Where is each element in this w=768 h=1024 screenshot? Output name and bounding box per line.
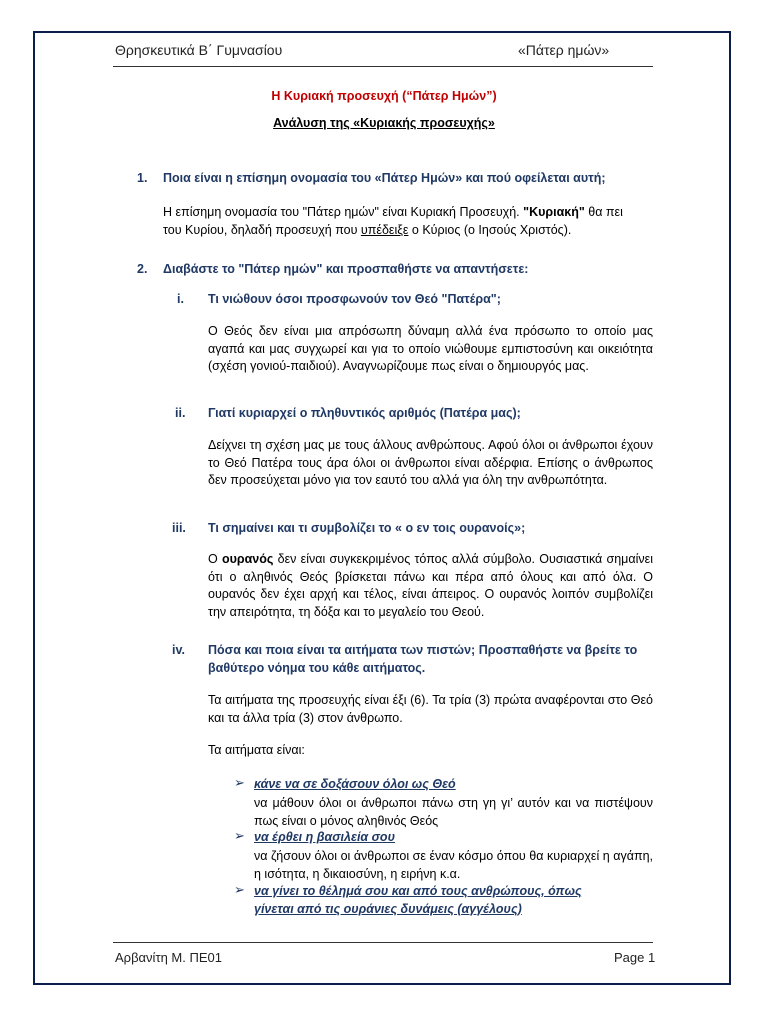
question-1-number: 1.: [137, 171, 148, 185]
subquestion-ii-text: Γιατί κυριαρχεί ο πληθυντικός αριθμός (Πατέρα μας);: [208, 406, 521, 420]
subquestion-iv-answer: Τα αιτήματα της προσευχής είναι έξι (6). Τα τρία (3) πρώτα αναφέρονται στο Θεό και τα άλλα τρία (3) στον άνθρωπο.: [208, 693, 653, 725]
footer-rule: [113, 942, 653, 943]
question-1-text: Ποια είναι η επίσημη ονομασία του «Πάτερ Ημών» και πού οφείλεται αυτή;: [163, 171, 606, 185]
subquestion-iii-number: iii.: [172, 521, 186, 535]
subquestion-iv-text-line1: Πόσα και ποια είναι τα αιτήματα των πιστών; Προσπαθήστε να βρείτε το: [208, 643, 638, 657]
subquestion-iii-text: Τι σημαίνει και τι συμβολίζει το « ο εν τοις ουρανοίς»;: [208, 521, 526, 535]
page-subtitle: Ανάλυση της «Κυριακής προσευχής»: [273, 116, 495, 130]
page-title: Η Κυριακή προσευχή (“Πάτερ Ημών”): [271, 89, 497, 103]
request-2-title: να έρθει η βασιλεία σου: [254, 830, 395, 844]
question-2-number: 2.: [137, 262, 148, 276]
header-topic: «Πάτερ ημών»: [518, 42, 610, 58]
footer-author: Αρβανίτη Μ. ΠΕ01: [115, 950, 222, 965]
question-1-answer: Η επίσημη ονομασία του "Πάτερ ημών" είναι Κυριακή Προσευχή. "Κυριακή" θα πει του Κυρίου, δηλαδή προσευχή που υπέδειξε ο Κύριος (ο Ιησούς Χριστός).: [163, 205, 623, 237]
arrow-bullet-icon: ➢: [234, 882, 245, 897]
subquestion-ii-number: ii.: [175, 406, 186, 420]
subquestion-i-text: Τι νιώθουν όσοι προσφωνούν τον Θεό "Πατέρα";: [208, 292, 501, 306]
subquestion-i-number: i.: [177, 292, 184, 306]
request-1-title: κάνε να σε δοξάσουν όλοι ως Θεό: [254, 777, 456, 791]
header-rule: [113, 66, 653, 67]
footer-page-number: Page 1: [614, 950, 656, 965]
request-1-text: να μάθουν όλοι οι άνθρωποι πάνω στη γη γι’ αυτόν και να πιστέψουν πως είναι ο μόνος αληθινός Θεός: [254, 796, 653, 828]
request-3-title: να γίνει το θέλημά σου και από τους ανθρώπους, όπως γίνεται από τις ουράνιες δυνάμεις (αγγέλους): [254, 884, 582, 916]
subquestion-iv-number: iv.: [172, 643, 185, 657]
requests-intro: Τα αιτήματα είναι:: [208, 743, 305, 757]
subquestion-iv-text-line2: βαθύτερο νόημα του κάθε αιτήματος.: [208, 661, 426, 675]
question-2-text: Διαβάστε το "Πάτερ ημών" και προσπαθήστε να απαντήσετε:: [163, 262, 529, 276]
arrow-bullet-icon: ➢: [234, 775, 245, 790]
subquestion-ii-answer: Δείχνει τη σχέση μας με τους άλλους ανθρώπους. Αφού όλοι οι άνθρωποι έχουν το Θεό Πατέρα τους άρα όλοι οι άνθρωποι είναι αδέρφια. Επίσης ο άνθρωπος δεν προσεύχεται μόνο για τον εαυτό του αλλά για όλη την ανθρωπότητα.: [208, 438, 653, 487]
arrow-bullet-icon: ➢: [234, 828, 245, 843]
subquestion-iii-answer: Ο ουρανός δεν είναι συγκεκριμένος τόπος αλλά σύμβολο. Ουσιαστικά σημαίνει ότι ο αληθινός Θεός βρίσκεται πάνω και πέρα από όλους και από όλα. Ο ουρανός δεν έχει αρχή και τέλος, είναι άπειρος. Ο ουρανός λοιπόν συμβολίζει την απειρότητα, τη δόξα και το μεγαλείο του Θεού.: [208, 552, 653, 619]
subquestion-i-answer: Ο Θεός δεν είναι μια απρόσωπη δύναμη αλλά ένα πρόσωπο το οποίο μας αγαπά και μας συγχωρεί και για το οποίο νιώθουμε εμπιστοσύνη και οικειότητα (σχέση γονιού-παιδιού). Αναγνωρίζουμε πως είναι ο δημιουργός μας.: [208, 324, 653, 373]
header-course: Θρησκευτικά Β΄ Γυμνασίου: [115, 42, 283, 58]
request-2-text: να ζήσουν όλοι οι άνθρωποι σε έναν κόσμο όπου θα κυριαρχεί η αγάπη, η ισότητα, η δικαιοσύνη, η ειρήνη κ.α.: [254, 849, 653, 881]
